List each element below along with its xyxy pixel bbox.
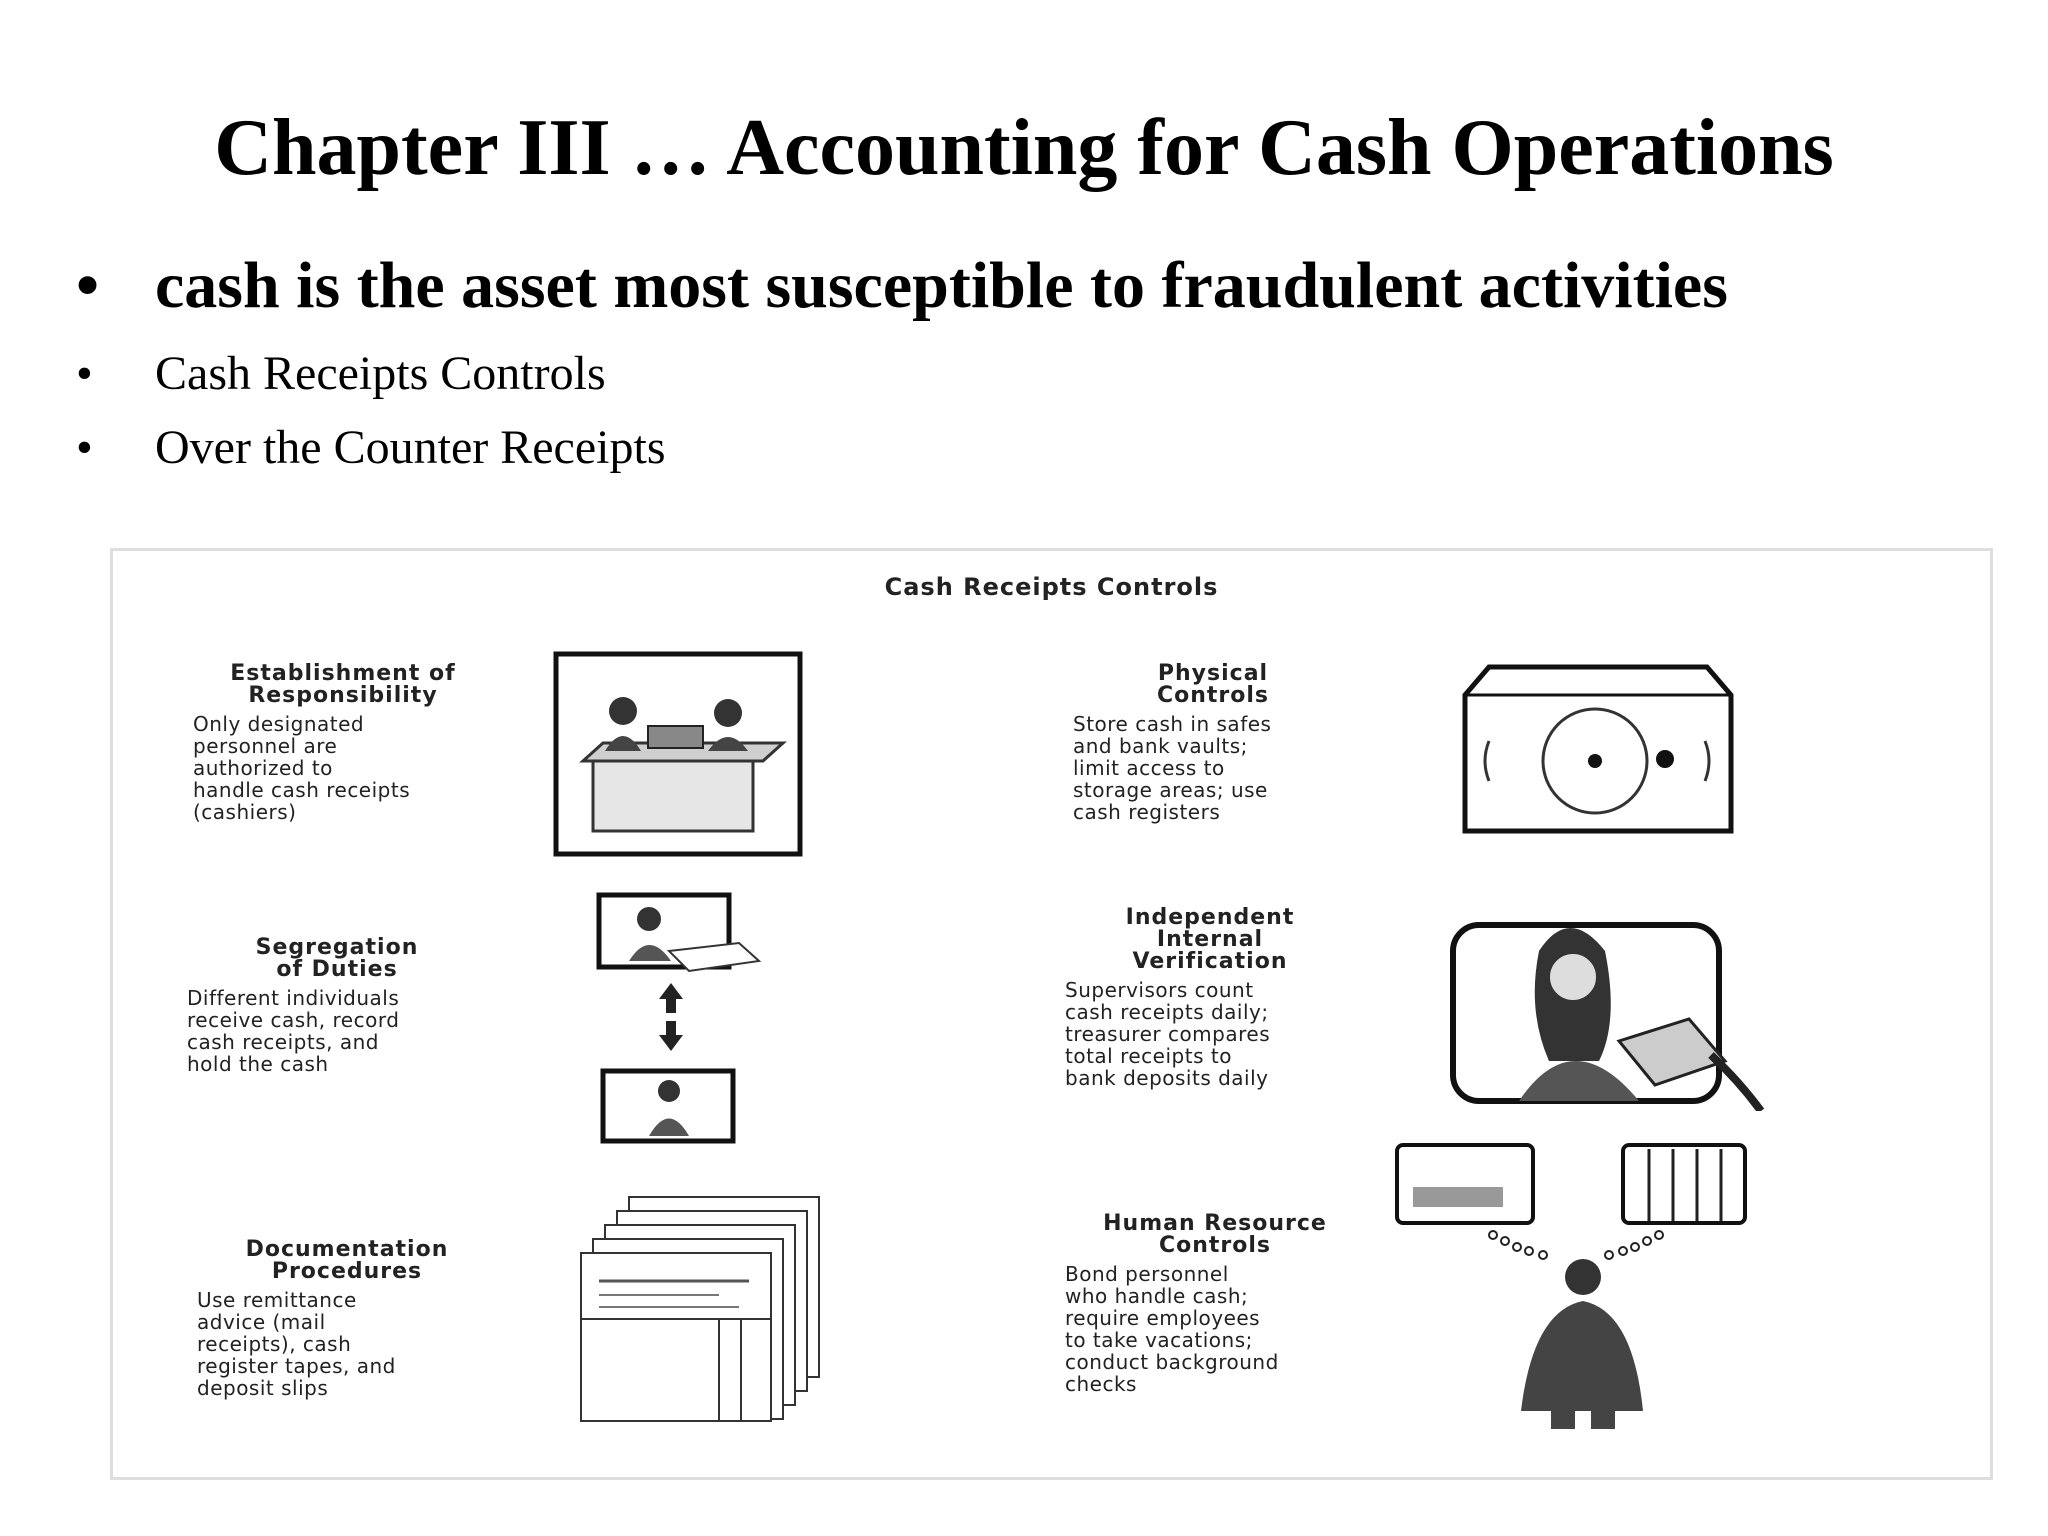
control-heading: Physical Controls <box>1156 661 1270 708</box>
employee-thinking-icon <box>1393 1141 1753 1431</box>
control-description: Only designated personnel are authorized to handle cash receipts (cashiers) <box>193 712 411 824</box>
two-employees-icon <box>589 891 769 1151</box>
control-heading: Human Resource Controls <box>1103 1211 1327 1258</box>
bullet-item <box>76 346 606 401</box>
bullet-text: cash is the asset most susceptible to fraudulent activities <box>155 249 1728 322</box>
bullet-item <box>76 248 1728 324</box>
control-description: Bond personnel who handle cash; require employees to take vacations; conduct background checks <box>1065 1262 1279 1396</box>
control-human-resource-controls <box>1065 1213 1365 1395</box>
stacked-documents-icon <box>569 1191 829 1427</box>
figure-title: Cash Receipts Controls <box>884 573 1219 601</box>
vault-safe-icon <box>1459 661 1737 837</box>
bullet-text: Cash Receipts Controls <box>155 347 606 400</box>
control-description: Store cash in safes and bank vaults; limit access to storage areas; use cash registers <box>1073 712 1272 824</box>
control-heading: Independent Internal Verification <box>1125 905 1295 974</box>
control-description: Use remittance advice (mail receipts), cash register tapes, and deposit slips <box>197 1288 396 1400</box>
slide-title: Chapter III … Accounting for Cash Operations <box>214 104 1834 192</box>
bullet-text: Over the Counter Receipts <box>155 421 666 474</box>
control-description: Supervisors count cash receipts daily; treasurer compares total receipts to bank deposits daily <box>1065 978 1271 1090</box>
control-establishment-of-responsibility <box>193 663 493 823</box>
bullet-dot: • <box>76 421 93 474</box>
control-physical-controls <box>1073 663 1353 823</box>
control-independent-internal-verification <box>1065 907 1355 1089</box>
control-heading: Documentation Procedures <box>245 1237 449 1284</box>
control-documentation-procedures <box>197 1239 497 1399</box>
control-segregation-of-duties <box>187 937 487 1075</box>
cash-receipts-controls-figure <box>110 548 1993 1480</box>
control-description: Different individuals receive cash, record cash receipts, and hold the cash <box>187 986 400 1076</box>
bullet-dot: • <box>76 249 100 322</box>
supervisor-adding-machine-icon <box>1449 911 1769 1111</box>
control-heading: Segregation of Duties <box>255 935 419 982</box>
cashier-counter-icon <box>553 651 803 857</box>
bullet-item <box>76 420 666 475</box>
control-heading: Establishment of Responsibility <box>230 661 456 708</box>
bullet-dot: • <box>76 347 93 400</box>
